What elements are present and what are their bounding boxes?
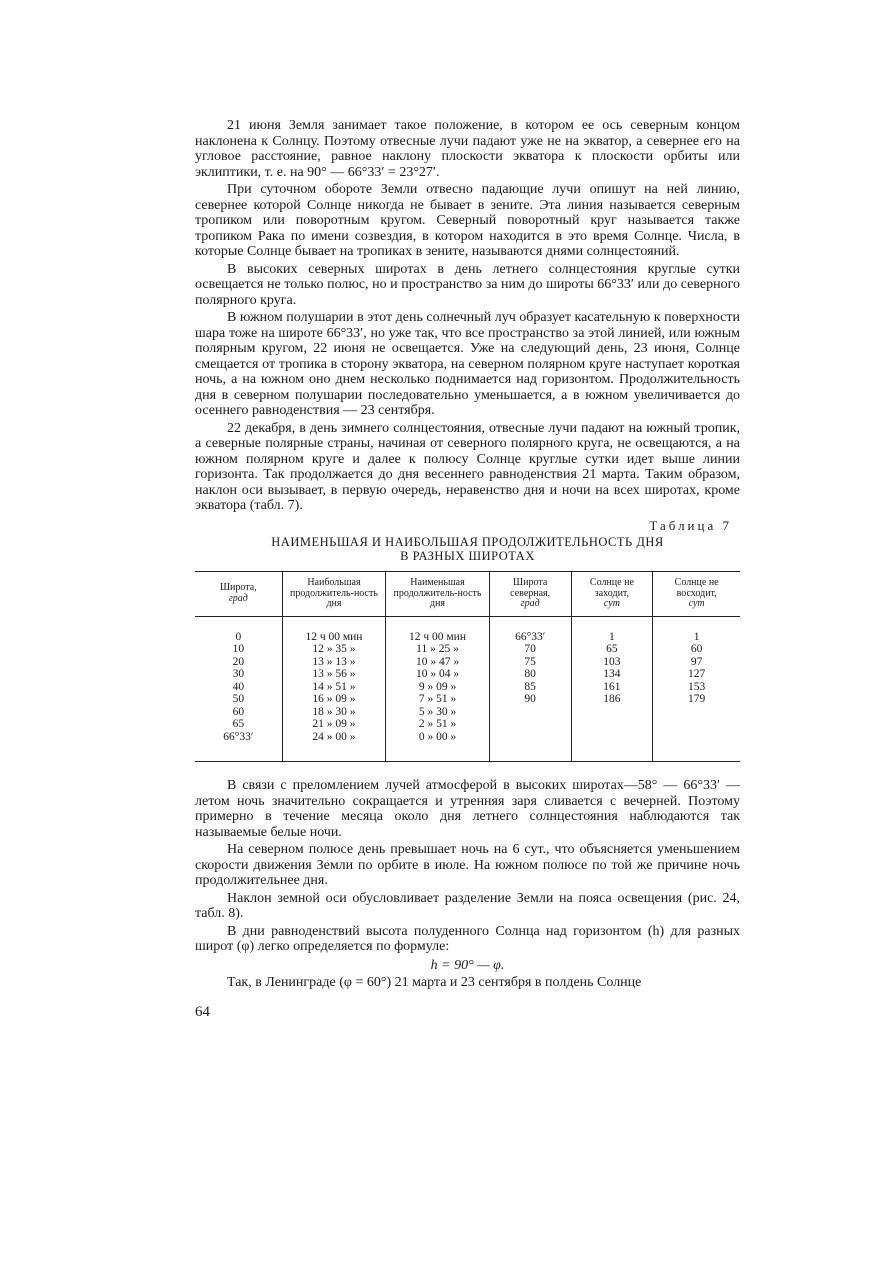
table-cell: 1 [653, 616, 740, 643]
table-cell: 7 » 51 » [386, 693, 490, 706]
paragraph-axis-tilt: Наклон земной оси обусловливает разделение Земли на пояса освещения (рис. 24, табл. 8). [195, 890, 740, 921]
table-cell: 30 [232, 668, 245, 680]
table-cell [489, 718, 571, 731]
table-cell: 70 [489, 643, 571, 656]
table-cell: 16 » 09 » [282, 693, 386, 706]
paragraph-refraction: В связи с преломлением лучей атмосферой в высоких широтах—58° — 66°33′ — летом ночь значительно сокращается и утренняя заря сливается с вечерней. Поэтому примерно в течение месяца около дня летнего солнцестояния наблюдаются так называемые белые ночи. [195, 778, 740, 840]
table-row [195, 718, 740, 731]
table-cell: 65 [571, 643, 653, 656]
header-longest-day [282, 572, 386, 617]
table-cell: 103 [571, 656, 653, 669]
table-cell: 186 [571, 693, 653, 706]
book-page [195, 118, 740, 1020]
table-cell: 12 ч 00 мин [386, 616, 490, 643]
table-body [195, 616, 740, 762]
header-north-latitude-text: Широта северная, [510, 577, 551, 599]
paragraph-leningrad: Так, в Ленинграде (φ = 60°) 21 марта и 23 сентября в полдень Солнце [227, 975, 642, 990]
header-longest-day-text: Наибольшая продолжитель-ность дня [289, 577, 378, 609]
table-row [195, 681, 740, 694]
formula: h = 90° — φ. [430, 957, 505, 973]
table-row [195, 731, 740, 762]
header-sun-not-set-text: Солнце не заходит, [589, 577, 634, 599]
header-shortest-day [386, 572, 490, 617]
paragraph-equinox-height: В дни равноденствий высота полуденного Солнца над горизонтом (h) для разных широт (φ) легко определяется по формуле: [195, 923, 740, 954]
table-caption: Таблица 7 [649, 517, 732, 533]
table-cell [489, 731, 571, 762]
table-cell: 60 [653, 643, 740, 656]
table-cell: 21 » 09 » [282, 718, 386, 731]
table-title-line-2: В РАЗНЫХ ШИРОТАХ [400, 549, 535, 563]
table-cell: 0 [235, 630, 242, 643]
table-title-line-1: НАИМЕНЬШАЯ И НАИБОЛЬШАЯ ПРОДОЛЖИТЕЛЬНОСТЬ ДНЯ [271, 535, 664, 549]
table-cell [571, 718, 653, 731]
table-cell [571, 731, 653, 762]
header-north-latitude [489, 572, 571, 617]
header-latitude-text: Широта, [219, 582, 257, 594]
table-cell: 153 [653, 681, 740, 694]
page-number: 64 [195, 1003, 210, 1020]
table-cell: 10 [232, 643, 245, 655]
paragraph-northern-tropic: При суточном обороте Земли отвесно падающие лучи опишут на ней линию, севернее которой Солнце никогда не бывает в зените. Эта линия называется северным тропиком или поворотным кругом. Северный поворотный круг называется также тропиком Рака по имени созвездия, в котором находится в это время Солнце. Числа, в которые Солнце бывает на тропиках в зените, называются днями солнцестояний. [195, 182, 740, 259]
table-row [195, 643, 740, 656]
header-sun-not-rise-unit: сут [688, 598, 705, 609]
table-cell: 0 » 00 » [386, 731, 490, 762]
header-shortest-day-text: Наименьшая продолжитель-ность дня [393, 577, 482, 609]
table-cell: 66°33′ [489, 616, 571, 643]
table-cell: 5 » 30 » [386, 706, 490, 719]
table-cell: 65 [232, 718, 245, 730]
paragraph-high-latitudes: В высоких северных широтах в день летнего солнцестояния круглые сутки освещается не только полюс, но и пространство за ним до широты 66°33′ или до северного полярного круга. [195, 261, 740, 308]
header-sun-not-set [571, 572, 653, 617]
table-row [195, 616, 740, 643]
table-cell [653, 731, 740, 762]
header-latitude-unit: град [228, 592, 248, 604]
table-cell [489, 706, 571, 719]
table-cell: 60 [232, 705, 245, 718]
table-title [195, 535, 740, 563]
header-sun-not-set-unit: сут [603, 598, 620, 609]
table-cell: 11 » 25 » [386, 643, 490, 656]
table-cell: 1 [571, 616, 653, 643]
table-cell: 80 [489, 668, 571, 681]
table-cell: 10 » 04 » [386, 668, 490, 681]
table-cell: 10 » 47 » [386, 656, 490, 669]
paragraph-june-21: 21 июня Земля занимает такое положение, в котором ее ось северным концом наклонена к Солнцу. Поэтому отвесные лучи падают уже не на экватор, а севернее его на угловое расстояние, равное наклону плоскости экватора к плоскости орбиты или эклиптики, т. е. на 90° — 66°33′ = 23°27′. [195, 118, 740, 180]
table-row [195, 706, 740, 719]
table-cell [653, 718, 740, 731]
table-cell: 127 [653, 668, 740, 681]
paragraph-north-pole: На северном полюсе день превышает ночь на 6 сут., что объясняется уменьшением скорости движения Земли по орбите в июле. На южном полюсе по той же причине ночь продолжительнее дня. [195, 842, 740, 888]
table-cell: 9 » 09 » [386, 681, 490, 694]
header-latitude [195, 572, 282, 617]
table-cell: 20 [232, 655, 245, 668]
table-cell: 18 » 30 » [282, 706, 386, 719]
table-cell: 66°33′ [223, 730, 254, 743]
table-cell [653, 706, 740, 719]
table-cell: 24 » 00 » [282, 731, 386, 762]
table-cell: 50 [232, 693, 245, 705]
table-cell: 12 ч 00 мин [282, 616, 386, 643]
table-cell: 179 [653, 693, 740, 706]
table-row [195, 656, 740, 669]
day-length-table [195, 571, 740, 762]
table-row [195, 668, 740, 681]
header-sun-not-rise-text: Солнце не восходит, [674, 577, 719, 599]
table-cell: 161 [571, 681, 653, 694]
table-cell: 12 » 35 » [282, 643, 386, 656]
table-cell: 97 [653, 656, 740, 669]
table-header-row [195, 572, 740, 617]
table-cell: 134 [571, 668, 653, 681]
table-cell: 13 » 56 » [282, 668, 386, 681]
table-cell: 14 » 51 » [282, 681, 386, 694]
table-cell: 13 » 13 » [282, 656, 386, 669]
table-cell: 75 [489, 656, 571, 669]
paragraph-december-22: 22 декабря, в день зимнего солнцестояния, отвесные лучи падают на южный тропик, а северные полярные страны, начиная от северного полярного круга, не освещаются, а на южном полярном круге и далее к полюсу Солнце круглые сутки идет выше линии горизонта. Так продолжается до дня весеннего равноденствия 21 марта. Таким образом, наклон оси вызывает, в первую очередь, неравенство дня и ночи на всех широтах, кроме экватора (табл. 7). [195, 420, 740, 513]
header-sun-not-rise [653, 572, 740, 617]
table-cell: 40 [232, 680, 245, 693]
paragraph-southern-hemisphere: В южном полушарии в этот день солнечный луч образует касательную к поверхности шара тоже на широте 66°33′, но уже так, что все пространство за этой линией, или южным полярным кругом, 22 июня не освещается. Уже на следующий день, 23 июня, Солнце смещается от тропика в сторону экватора, на северном полярном круге наступает короткая ночь, а на южном оно днем несколько поднимается над горизонтом. Продолжительность дня в северном полушарии последовательно уменьшается, а в южном увеличивается до осеннего равноденствия — 23 сентября. [195, 310, 740, 418]
table-cell: 90 [489, 693, 571, 706]
table-row [195, 693, 740, 706]
header-north-latitude-unit: град [520, 598, 540, 609]
table-cell: 85 [489, 681, 571, 694]
table-cell: 2 » 51 » [386, 718, 490, 731]
table-cell [571, 706, 653, 719]
